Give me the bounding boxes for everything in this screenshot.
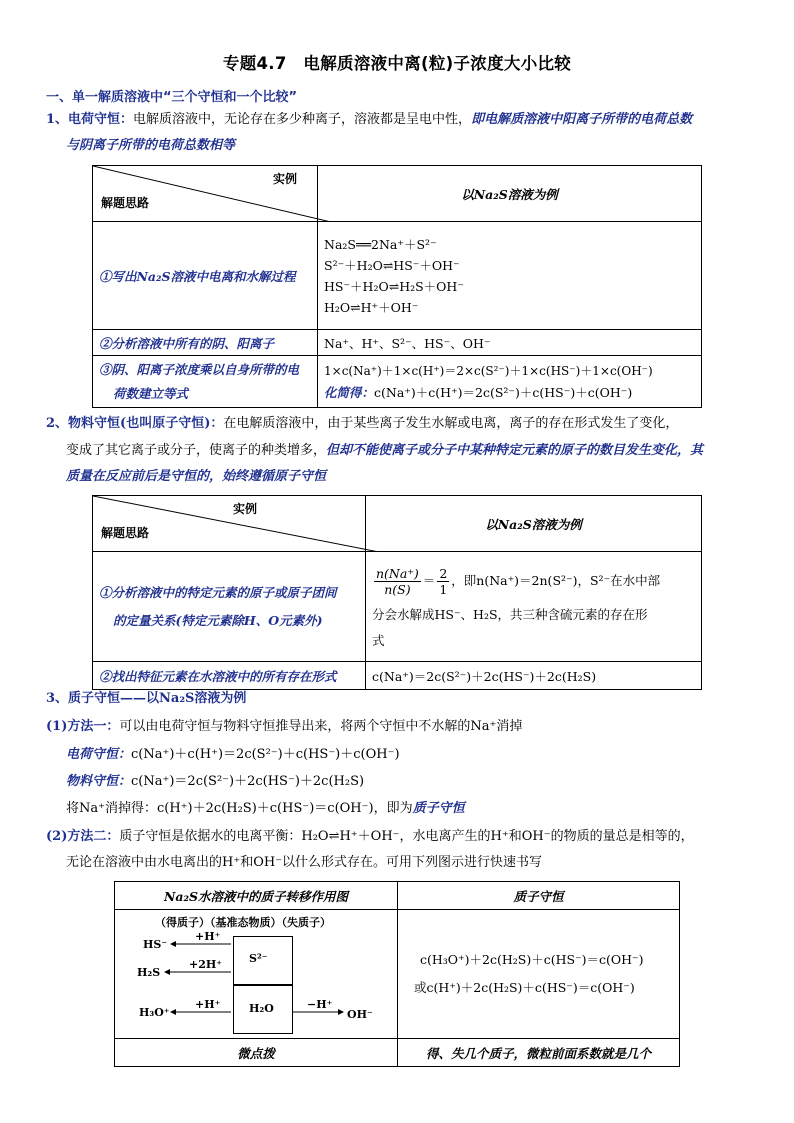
row1-label-line2: 的定量关系(特定元素除H、O元素外)	[113, 612, 323, 628]
diagram-canvas	[115, 910, 397, 1038]
method1-text: 可以由电荷守恒与物料守恒推导出来，将两个守恒中不水解的Na⁺消掉	[119, 719, 523, 734]
charge-table	[92, 165, 702, 408]
row3-equation1: 1×c(Na⁺)＋1×c(H⁺)＝2×c(S²⁻)＋1×c(HS⁻)＋1×c(OH⁻)	[324, 363, 653, 378]
simplify-eq: c(Na⁺)＋c(H⁺)＝2c(S²⁻)＋c(HS⁻)＋c(OH⁻)	[374, 384, 633, 400]
fraction-denominator: 1	[439, 581, 448, 597]
proton-table-foot-left: 微点拨	[115, 1039, 398, 1067]
charge-table-corner	[93, 166, 318, 222]
equation-line: Na₂S══2Na⁺＋S²⁻	[324, 236, 437, 252]
charge-table-hdr-right: 以Na₂S溶液为例	[318, 166, 702, 222]
charge-table-hdr-top: 实例	[272, 172, 297, 186]
method1-line	[46, 717, 522, 737]
method2-text1: 质子守恒是依据水的电离平衡：H₂O⇌H⁺＋OH⁻，水电离产生的H⁺和OH⁻的物质的量总是相等的，	[119, 829, 694, 844]
arrow-label-h2: +H⁺	[195, 998, 221, 1011]
cancel-line	[66, 799, 465, 819]
row1-label-line1: ①分析溶液中的特定元素的原子或原子团间	[99, 584, 337, 600]
proton-table	[114, 881, 680, 1067]
charge-conservation-line2	[66, 136, 235, 156]
charge-conservation-emphasis1: 即电解质溶液中阳离子所带的电荷总数	[471, 112, 693, 127]
ratio-text-line2: 分会水解成HS⁻、H₂S，共三种含硫元素的存在形	[372, 606, 648, 622]
charge-table-row3-label	[93, 356, 318, 408]
ratio-value	[437, 566, 449, 597]
material-conservation-label: 2、物料守恒(也叫原子守恒)：	[46, 416, 224, 431]
proton-conservation-heading	[46, 689, 246, 709]
method2-label: (2)方法二：	[46, 829, 120, 844]
proton-arrows	[115, 910, 397, 1038]
method2-line2	[66, 853, 542, 873]
proton-eq1: c(H₃O⁺)＋2c(H₂S)＋c(HS⁻)＝c(OH⁻)	[420, 952, 644, 967]
ratio-text: ，即n(Na⁺)＝2n(S²⁻)，S²⁻在水中部	[451, 572, 661, 588]
proton-transfer-diagram	[115, 910, 398, 1039]
row3-label-line1: ③阴、阳离子浓度乘以自身所带的电	[99, 361, 300, 377]
charge-table-row2-label: ②分析溶液中所有的阴、阳离子	[93, 330, 318, 356]
charge-conservation-emphasis2: 与阴离子所带的电荷总数相等	[66, 138, 236, 153]
species-h3o: H₃O⁺	[139, 1006, 170, 1019]
charge-eq: c(Na⁺)＋c(H⁺)＝2c(S²⁻)＋c(HS⁻)＋c(OH⁻)	[131, 747, 400, 762]
cancel-text: 将Na⁺消掉得：c(H⁺)＋2c(H₂S)＋c(HS⁻)＝c(OH⁻)，即为	[66, 801, 413, 816]
equation-line: S²⁻＋H₂O⇌HS⁻＋OH⁻	[324, 257, 460, 273]
section-1-heading: 一、单一解质溶液中“三个守恒和一个比较”	[46, 90, 298, 105]
diagram-column-labels: （得质子）（基准态物质）（失质子）	[155, 916, 331, 929]
material-conservation-emphasis1: 但却不能使离子或分子中某种特定元素的原子的数目发生变化，其	[326, 443, 704, 458]
charge-conservation-label: 1、电荷守恒：	[46, 112, 134, 127]
material-conservation-emphasis2: 质量在反应前后是守恒的，始终遵循原子守恒	[66, 469, 327, 484]
row3-equation2	[324, 382, 695, 403]
material-table-row2-value: c(Na⁺)＝2c(S²⁻)＋2c(HS⁻)＋2c(H₂S)	[366, 662, 702, 690]
charge-table-hdr-bottom: 解题思路	[101, 196, 150, 210]
material-conservation-line1	[46, 414, 678, 434]
material-table-row1-label	[93, 552, 366, 662]
page-title: 专题4.7 电解质溶液中离(粒)子浓度大小比较	[222, 54, 572, 73]
species-oh: OH⁻	[347, 1008, 373, 1021]
method2-line1	[46, 827, 694, 847]
material-conservation-text2: 变成了其它离子或分子，使离子的种类增多，	[66, 443, 327, 458]
proton-eq2: 或c(H⁺)＋2c(H₂S)＋c(HS⁻)＝c(OH⁻)	[414, 980, 635, 995]
proton-table-equations	[398, 910, 680, 1039]
arrow-label-2h: +2H⁺	[189, 958, 223, 971]
material-table	[92, 495, 702, 690]
ratio-fraction	[374, 566, 421, 597]
charge-table-row1-label: ①写出Na₂S溶液中电离和水解过程	[93, 222, 318, 330]
proton-table-foot-right: 得、失几个质子，微粒前面系数就是几个	[398, 1039, 680, 1067]
equation-line: HS⁻＋H₂O⇌H₂S＋OH⁻	[324, 278, 464, 294]
material-table-row2-label: ②找出特征元素在水溶液中的所有存在形式	[93, 662, 366, 690]
row3-label-line2: 荷数建立等式	[113, 385, 189, 401]
material-conservation-line2	[66, 441, 703, 461]
material-table-hdr-top: 实例	[233, 502, 258, 516]
equation-line: H₂O⇌H⁺＋OH⁻	[324, 299, 419, 315]
charge-eq-label: 电荷守恒：	[66, 747, 132, 762]
charge-table-row2-value: Na⁺、H⁺、S²⁻、HS⁻、OH⁻	[318, 330, 702, 356]
proton-table-hdr-right: 质子守恒	[398, 882, 680, 910]
material-eq-line	[66, 772, 364, 792]
material-eq-label: 物料守恒：	[66, 774, 132, 789]
cancel-emphasis: 质子守恒	[412, 801, 465, 816]
material-conservation-text1: 在电解质溶液中，由于某些离子发生水解或电离，离子的存在形式发生了变化，	[223, 416, 679, 431]
method2-text2: 无论在溶液中由水电离出的H⁺和OH⁻以什么形式存在。可用下列图示进行快速书写	[66, 855, 543, 870]
material-table-row1-value	[366, 552, 702, 662]
material-conservation-line3	[66, 467, 326, 487]
ratio-line: $\frac{n(Na^+)}{n(S)}$ ＝ $\frac{2}{1}$ ，即n(Na⁺)＝2n(S²⁻)，S²⁻在水中部	[376, 565, 661, 597]
charge-conservation-text: 电解质溶液中，无论存在多少种离子，溶液都是呈电中性，	[133, 112, 472, 127]
fraction-numerator: n(Na⁺)	[376, 565, 419, 581]
material-table-hdr-bottom: 解题思路	[101, 526, 150, 540]
fraction-numerator: 2	[439, 565, 448, 581]
proton-table-hdr-left: Na₂S水溶液中的质子转移作用图	[115, 882, 398, 910]
charge-table-row1-value	[318, 222, 702, 330]
arrow-label-minus: −H⁺	[307, 998, 333, 1011]
charge-conservation-line1	[46, 110, 692, 130]
charge-table-row3-value	[318, 356, 702, 408]
proton-heading-text: 3、质子守恒——以Na₂S溶液为例	[46, 691, 247, 706]
simplify-label: 化简得：	[324, 384, 375, 400]
species-s2: S²⁻	[249, 952, 268, 965]
ratio-text-line3: 式	[372, 632, 385, 648]
material-table-corner	[93, 496, 366, 552]
charge-eq-line	[66, 745, 400, 765]
fraction-denominator: n(S)	[384, 581, 411, 597]
arrow-label-h: +H⁺	[195, 930, 221, 943]
material-table-hdr-right: 以Na₂S溶液为例	[366, 496, 702, 552]
species-hs: HS⁻	[143, 938, 168, 951]
species-h2s: H₂S	[137, 966, 161, 979]
method1-label: (1)方法一：	[46, 719, 120, 734]
material-eq: c(Na⁺)＝2c(S²⁻)＋2c(HS⁻)＋2c(H₂S)	[131, 774, 365, 789]
species-h2o: H₂O	[249, 1002, 274, 1015]
